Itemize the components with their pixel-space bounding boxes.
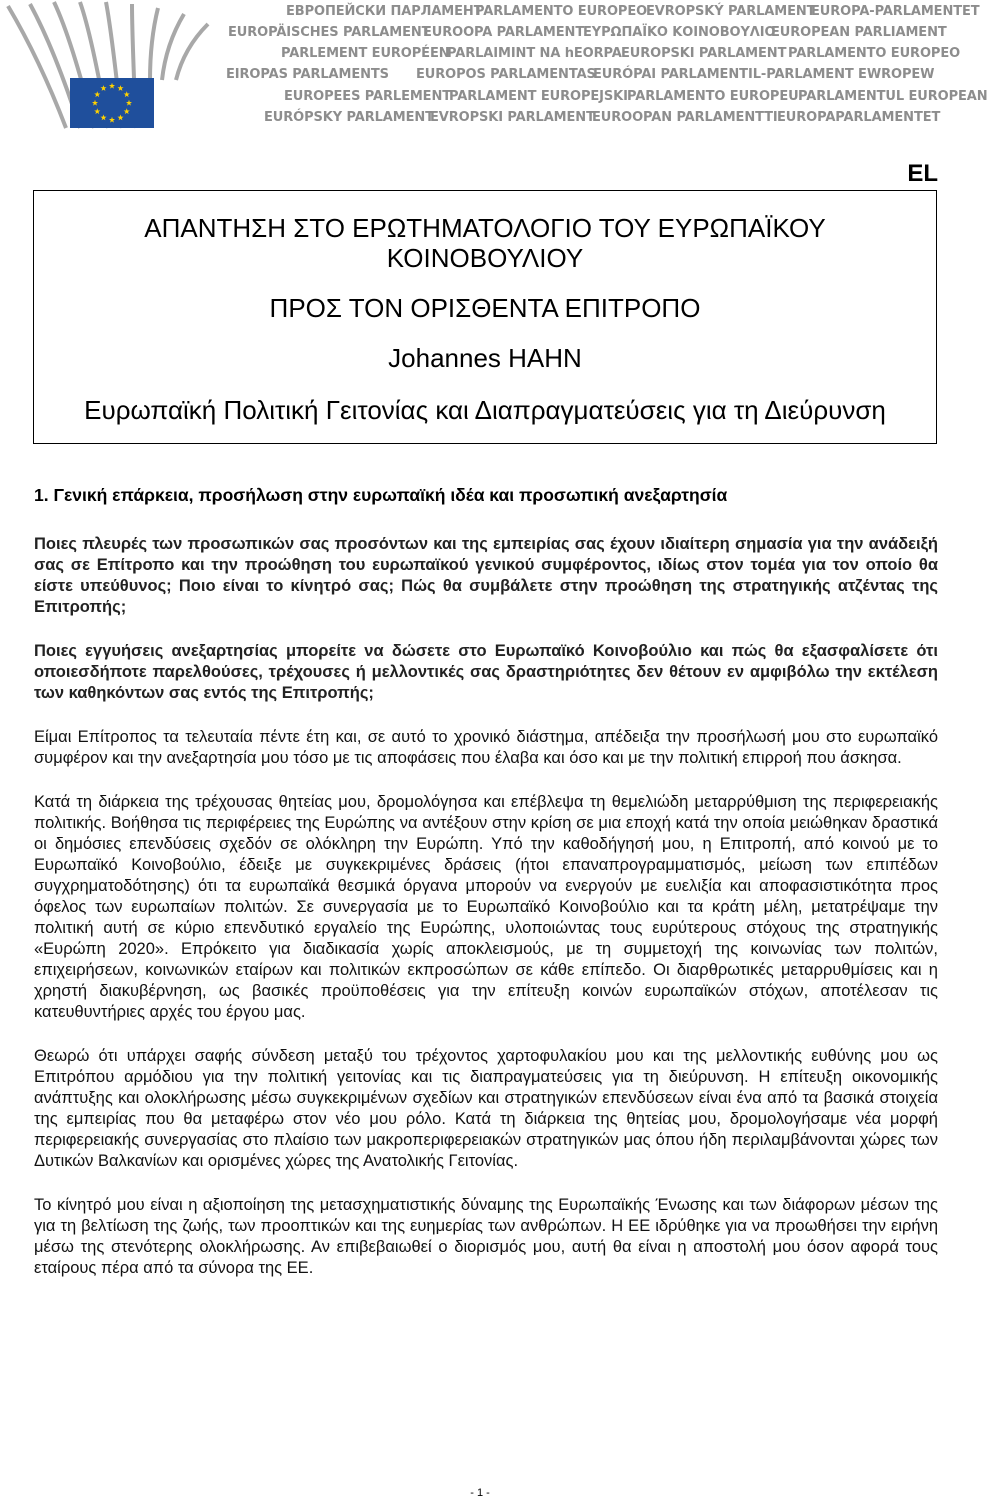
translation: EVROPSKI PARLAMENT [430, 110, 595, 125]
translation: EUROPOS PARLAMENTAS [416, 67, 596, 82]
portfolio-title: Ευρωπαϊκή Πολιτική Γειτονίας και Διαπραγματεύσεις για τη Διεύρυνση [84, 395, 886, 425]
answer-paragraph: Το κίνητρό μου είναι η αξιοποίηση της μετασχηματιστικής δύναμης της Ευρωπαϊκής Ένωσης και των διάφορων μέσων της για τη βελτίωση της ζωής, των προοπτικών και της ευημερίας των ανθρώπων. Η ΕΕ ιδρύθηκε για να προωθήσει την ειρήνη μέσω της στενότερης ολοκλήρωσης. Αν επιβεβαιωθεί ο διορισμός μου, αυτή θα είναι η αποστολή μου όσον αφορά τους εταίρους πέρα από τα σύνορα της ΕΕ. [34, 1196, 938, 1277]
page-number: - 1 - [470, 1487, 490, 1499]
european-parliament-logo [0, 0, 226, 135]
translation: EUROPEES PARLEMENT [284, 89, 452, 104]
document-body [34, 484, 938, 1302]
title-line: ΑΠΑΝΤΗΣΗ ΣΤΟ ΕΡΩΤΗΜΑΤΟΛΟΓΙΟ ΤΟΥ ΕΥΡΩΠΑΪΚΟΥ [144, 213, 826, 243]
answer-paragraph: Είμαι Επίτροπος τα τελευταία πέντε έτη και, σε αυτό το χρονικό διάστημα, απέδειξα την προσήλωσή μου στο ευρωπαϊκό συμφέρον και την ανεξαρτησία μου τόσο με τις αποφάσεις που έλαβα και όσο και με την πολιτική επιρροή που άσκησα. [34, 728, 938, 767]
commissioner-name: Johannes HAHN [388, 343, 582, 373]
translation: EUROPEAN PARLIAMENT [771, 25, 947, 40]
translation: EUROPAPARLAMENTET [777, 110, 941, 125]
translation: PARLEMENT EUROPÉEN [281, 46, 450, 61]
translation: PARLAMENTUL EUROPEAN [798, 89, 988, 104]
document-header [0, 0, 988, 135]
translation: PARLAMENTO EUROPEO [788, 46, 961, 61]
language-code: EL [907, 160, 938, 187]
addressee-line: ΠΡΟΣ ΤΟΝ ΟΡΙΣΘΕΝΤΑ ΕΠΙΤΡΟΠΟ [269, 293, 701, 323]
translation: PARLAMENT EUROPEJSKI [449, 89, 628, 104]
question-1: Ποιες πλευρές των προσωπικών σας προσόντων και της εμπειρίας σας έχουν ιδιαίτερη σημασία για την ανάδειξή σας σε Επίτροπο και την προώθηση του ευρωπαϊκού γενικού συμφέροντος, ιδίως στον τομέα για τον οποίο θα είστε υπεύθυνος; Ποιο είναι το κίνητρό σας; Πώς θα συμβάλετε στην προώθηση της στρατηγικής ατζέντας της Επιτροπής; [34, 535, 938, 616]
translation: EUROOPAN PARLAMENTTI [592, 110, 778, 125]
translation: EURÓPSKY PARLAMENT [264, 110, 434, 125]
translation: ЕВРОПЕЙСКИ ПАРЛАМЕНТ [286, 4, 483, 19]
translation: EUROOPA PARLAMENT [423, 25, 585, 40]
translation: EUROPSKI PARLAMENT [621, 46, 787, 61]
translation: EUROPÄISCHES PARLAMENT [228, 25, 431, 40]
title-line: ΚΟΙΝΟΒΟΥΛΙΟΥ [386, 243, 584, 273]
answer-paragraph: Κατά τη διάρκεια της τρέχουσας θητείας μου, δρομολόγησα και επέβλεψα τη θεμελιώδη μεταρρύθμιση της περιφερειακής πολιτικής. Βοήθησα τις περιφέρειες της Ευρώπης να αντέξουν στην κρίση σε μια εποχή κατά την οποία μειώθηκαν δραστικά οι δημόσιες επενδύσεις σχεδόν σε ολόκληρη την Ευρώπη. Υπό την καθοδήγησή μου, η Επιτροπή, από κοινού με το Ευρωπαϊκό Κοινοβούλιο, έδειξε με συγκεκριμένες δράσεις (ήτοι επαναπρογραμματισμός, μείωση των επιπέδων συγχρηματοδότησης) ότι τα ευρωπαϊκά θεσμικά όργανα μπορούν να ενεργούν με ευελιξία και αποφασιστικότητα προς όφελος των ευρωπαίων πολιτών. Σε συνεργασία με το Ευρωπαϊκό Κοινοβούλιο και τα κράτη μέλη, μετατρέψαμε την πολιτική αυτή σε κύριο επενδυτικό εργαλείο της Ευρώπης, υλοποιώντας τους ευρύτερους στόχους της στρατηγικής «Ευρώπη 2020». Επρόκειτο για διαδικασία χωρίς αποκλεισμούς, με τη συμμετοχή της κοινωνίας των πολιτών, επιχειρήσεων, κοινωνικών εταίρων και πολιτικών εκπροσώπων σε κάθε επίπεδο. Οι διαρθρωτικές μεταρρυθμίσεις και η χρηστή διακυβέρνηση, ως βασικές προϋποθέσεις για την επίτευξη κοινών ευρωπαϊκών στόχων, αποτέλεσαν τις κατευθυντήριες αρχές του έργου μας. [34, 793, 938, 1021]
translation: EUROPA-PARLAMENTET [811, 4, 980, 19]
section-heading: 1. Γενική επάρκεια, προσήλωση στην ευρωπαϊκή ιδέα και προσωπική ανεξαρτησία [34, 485, 728, 505]
translation: EVROPSKÝ PARLAMENT [646, 4, 816, 19]
question-2: Ποιες εγγυήσεις ανεξαρτησίας μπορείτε να δώσετε στο Ευρωπαϊκό Κοινοβούλιο και πώς θα εξασφαλίσετε ότι οποιεσδήποτε παρελθούσες, τρέχουσες ή μελλοντικές σας δραστηριότητες δεν θέτουν εν αμφιβόλω την εκτέλεση των καθηκόντων σας εντός της Επιτροπής; [34, 642, 938, 702]
translation: PARLAMENTO EUROPEO [475, 4, 648, 19]
translation: IL-PARLAMENT EWROPEW [748, 67, 935, 82]
translation: PARLAIMINT NA hEORPA [447, 46, 622, 61]
translation: EIROPAS PARLAMENTS [226, 67, 389, 82]
translation: EURÓPAI PARLAMENT [593, 67, 748, 82]
translation: PARLAMENTO EUROPEU [627, 89, 799, 104]
answer-paragraph: Θεωρώ ότι υπάρχει σαφής σύνδεση μεταξύ του τρέχοντος χαρτοφυλακίου μου και της μελλοντικής ευθύνης μου ως Επιτρόπου αρμόδιου για την πολιτική γειτονίας και τις διαπραγματεύσεις για τη διεύρυνση. Η επίτευξη οικονομικής ανάπτυξης και ολοκλήρωσης μέσω συγκεκριμένων σχεδίων και στρατηγικών επενδύσεων είναι ένα από τα βασικά στοιχεία της εμπειρίας που θα μεταφέρω στον νέο μου ρόλο. Κατά τη διάρκεια της θητείας μου, δρομολογήσαμε νέα μορφή περιφερειακής συνεργασίας στο πλαίσιο των μακροπεριφερειακών στρατηγικών μας όπου ήδη περιλαμβάνονται χώρες των Δυτικών Βαλκανίων και ορισμένες χώρες της Ανατολικής Γειτονίας. [34, 1047, 938, 1170]
translation: ΕΥΡΩΠΑΪΚΟ ΚΟΙΝΟΒΟΥΛΙΟ [583, 25, 776, 40]
document-title [34, 213, 936, 273]
title-box [33, 190, 937, 444]
